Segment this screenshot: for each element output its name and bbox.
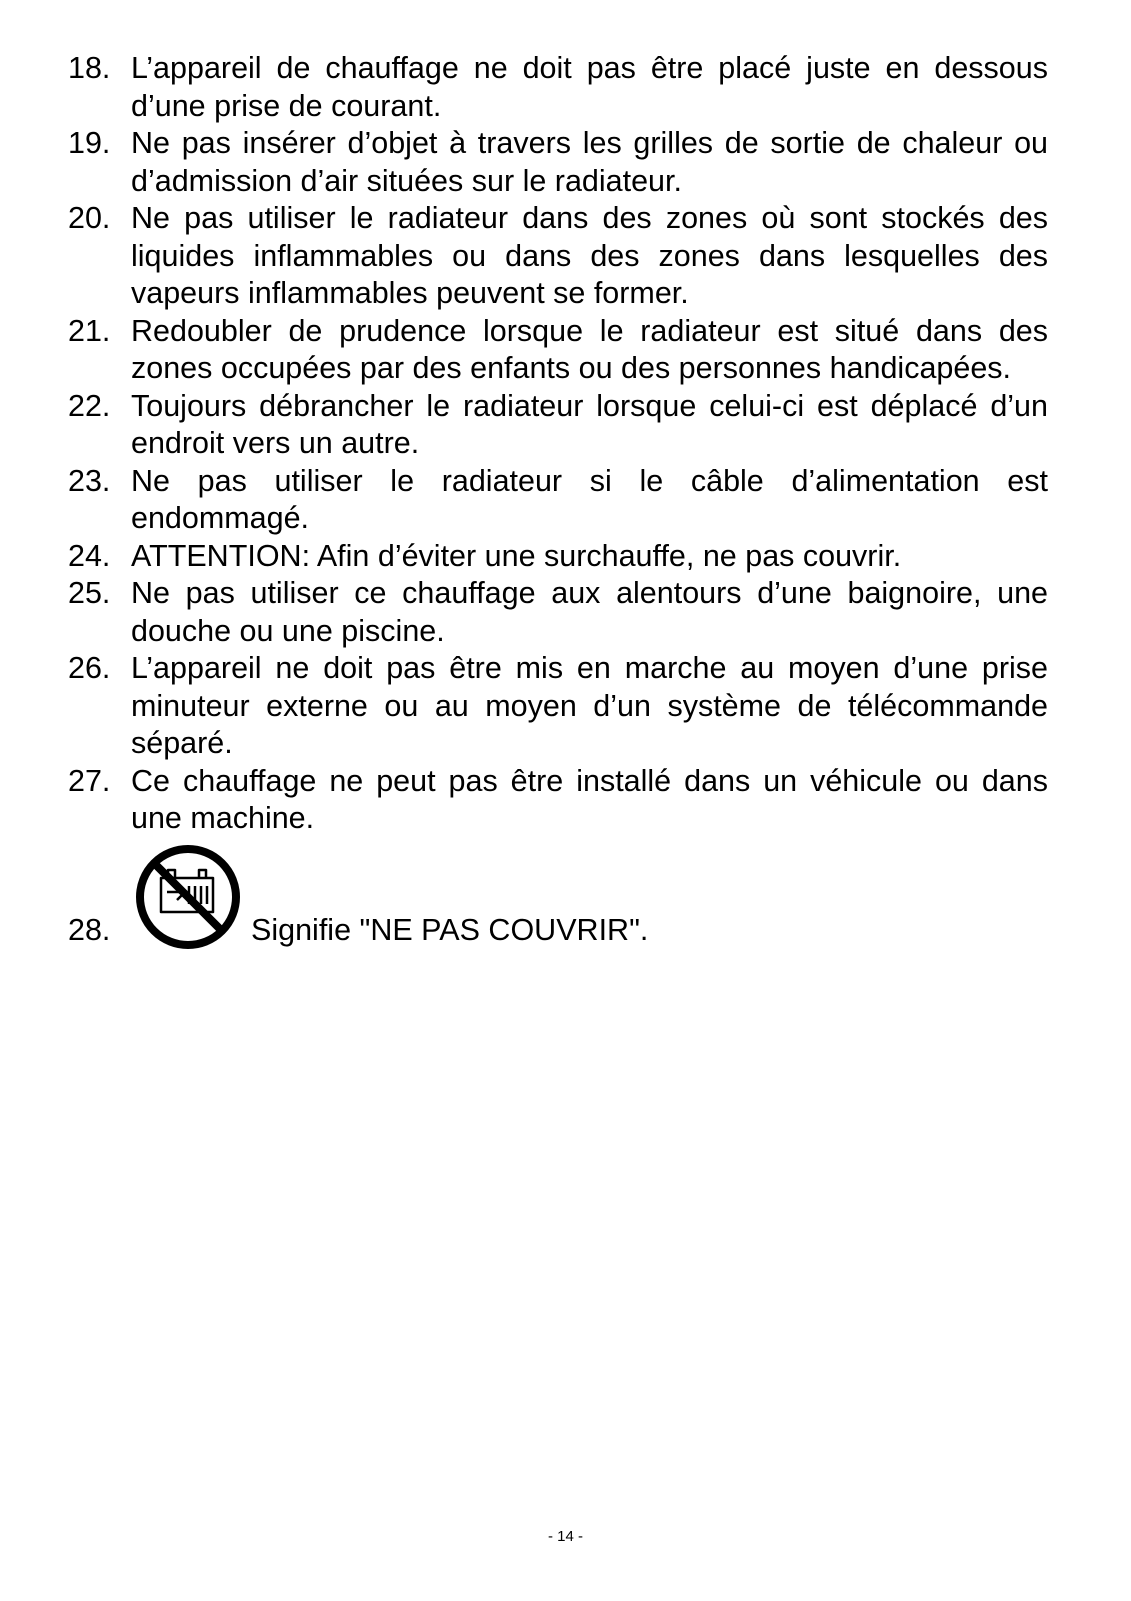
item-text: Ne pas utiliser le radiateur si le câble d’alimentation est endommagé. — [131, 463, 1048, 535]
item-number: 22. — [68, 388, 111, 423]
item-text: L’appareil ne doit pas être mis en marche au moyen d’une prise minuteur externe ou au moyen d’un système de télécommande séparé. — [131, 651, 1048, 760]
item-number: 24. — [68, 538, 111, 573]
list-item — [68, 575, 1048, 650]
list-item — [68, 50, 1048, 125]
item-number: 28. — [68, 913, 111, 947]
item-number: 19. — [68, 126, 111, 160]
list-item — [68, 388, 1048, 463]
list-item — [68, 313, 1048, 388]
item-number: 18. — [68, 51, 111, 85]
item-number: 25. — [68, 576, 111, 610]
item-number: 21. — [68, 313, 111, 348]
list-item — [68, 650, 1048, 763]
item-number: 27. — [68, 763, 111, 798]
item-number: 26. — [68, 651, 111, 685]
instructions-list — [68, 50, 1048, 950]
item-number: 20. — [68, 201, 111, 235]
item-text: Ce chauffage ne peut pas être installé dans un véhicule ou dans une machine. — [131, 763, 1048, 835]
item-text: L’appareil de chauffage ne doit pas être placé juste en dessous d’une prise de courant. — [131, 51, 1048, 123]
list-item — [68, 200, 1048, 313]
do-not-cover-icon — [133, 842, 243, 952]
item-text: Ne pas utiliser ce chauffage aux alentours d’une baignoire, une douche ou une piscine. — [131, 576, 1048, 648]
list-item — [68, 125, 1048, 200]
item-text: Redoubler de prudence lorsque le radiateur est situé dans des zones occupées par des enfants ou des personnes handicapées. — [131, 313, 1048, 385]
list-item-do-not-cover — [68, 842, 1048, 950]
list-item — [68, 463, 1048, 538]
item-text: Toujours débrancher le radiateur lorsque celui-ci est déplacé d’un endroit vers un autre. — [131, 388, 1048, 460]
item-number: 23. — [68, 463, 111, 498]
item-text: Signifie "NE PAS COUVRIR". — [251, 913, 649, 947]
list-item — [68, 763, 1048, 838]
page-number: - 14 - — [547, 1528, 583, 1545]
item-text: ATTENTION: Afin d’éviter une surchauffe, ne pas couvrir. — [131, 538, 902, 573]
item-text: Ne pas insérer d’objet à travers les grilles de sortie de chaleur ou d’admission d’air situées sur le radiateur. — [131, 126, 1048, 198]
item-text: Ne pas utiliser le radiateur dans des zones où sont stockés des liquides inflammables ou dans des zones dans lesquelles des vapeurs inflammables peuvent se former. — [131, 201, 1048, 310]
list-item — [68, 538, 1048, 576]
